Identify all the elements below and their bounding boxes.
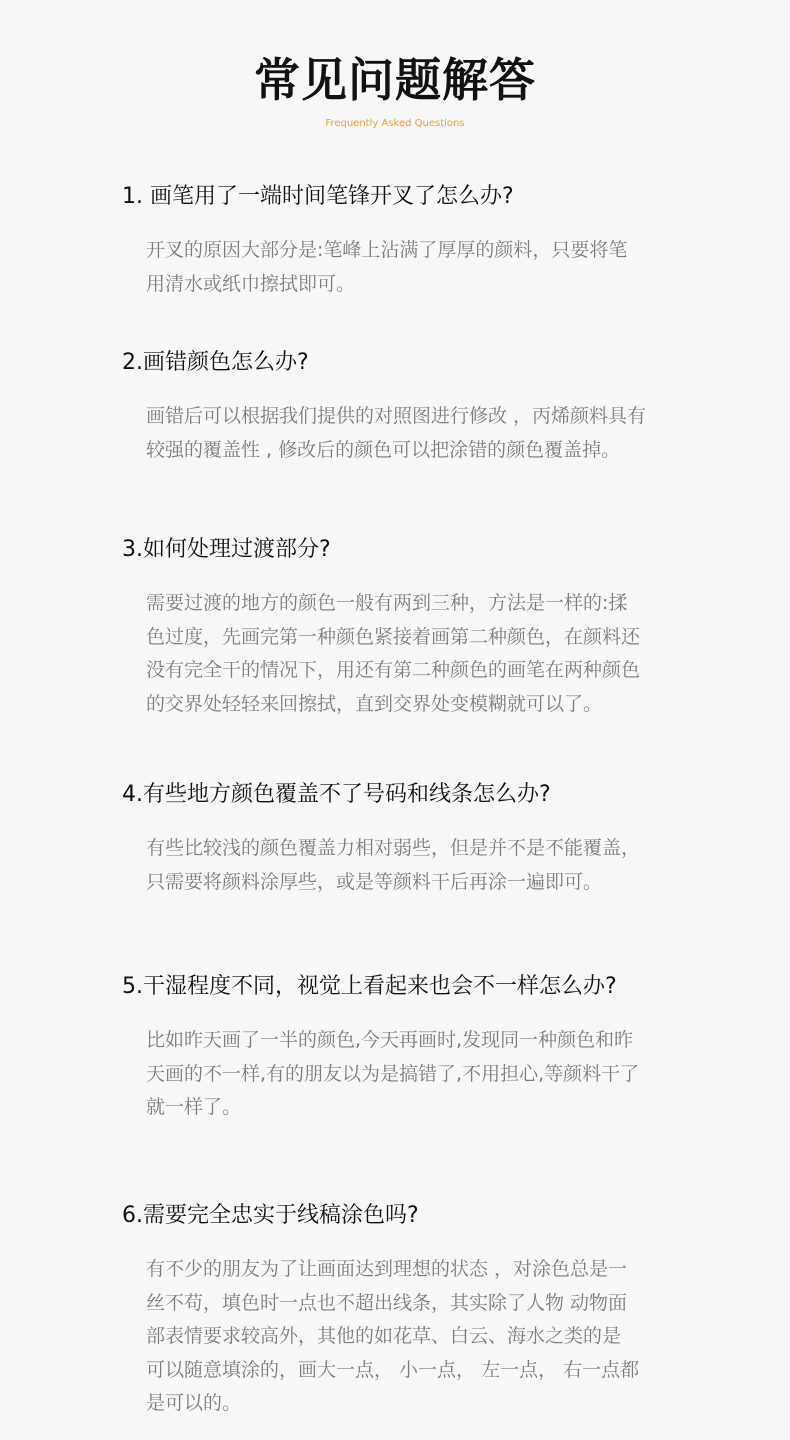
faq-answer: 开叉的原因大部分是:笔峰上沾满了厚厚的颜料，只要将笔 用清水或纸巾擦拭即可。 bbox=[146, 239, 628, 295]
page-subtitle: Frequently Asked Questions bbox=[325, 118, 465, 129]
faq-answer: 比如昨天画了一半的颜色,今天再画时,发现同一种颜色和昨 天画的不一样,有的朋友以为是搞错了,不用担心,等颜料干了 就一样了。 bbox=[146, 1029, 640, 1118]
faq-answer: 有不少的朋友为了让画面达到理想的状态 ，对涂色总是一 丝不苟，填色时一点也不超出线条，其实除了人物 动物面 部表情要求较高外，其他的如花草、白云、海水之类的是 可以随意填涂的，画大一点， 小一点， 左一点， 右一点都 是可以的。 bbox=[146, 1258, 640, 1414]
faq-question: 1. 画笔用了一端时间笔锋开叉了怎么办? bbox=[122, 184, 514, 209]
faq-question: 6.需要完全忠实于线稿涂色吗? bbox=[122, 1203, 419, 1228]
faq-answer: 有些比较浅的颜色覆盖力相对弱些，但是并不是不能覆盖， 只需要将颜料涂厚些，或是等颜料干后再涂一遍即可。 bbox=[146, 837, 641, 893]
faq-answer: 需要过渡的地方的颜色一般有两到三种，方法是一样的:揉 色过度，先画完第一种颜色紧接着画第二种颜色，在颜料还 没有完全干的情况下，用还有第二种颜色的画笔在两种颜色 的交界处轻轻来回擦拭，直到交界处变模糊就可以了。 bbox=[146, 592, 641, 715]
faq-answer: 画错后可以根据我们提供的对照图进行修改 ，丙烯颜料具有 较强的覆盖性 , 修改后的颜色可以把涂错的颜色覆盖掉。 bbox=[146, 405, 647, 461]
faq-question: 2.画错颜色怎么办? bbox=[122, 350, 309, 375]
faq-question: 3.如何处理过渡部分? bbox=[122, 537, 331, 562]
faq-question: 5.干湿程度不同，视觉上看起来也会不一样怎么办? bbox=[122, 974, 617, 999]
page-title: 常见问题解答 bbox=[254, 53, 536, 107]
faq-question: 4.有些地方颜色覆盖不了号码和线条怎么办? bbox=[122, 782, 551, 807]
